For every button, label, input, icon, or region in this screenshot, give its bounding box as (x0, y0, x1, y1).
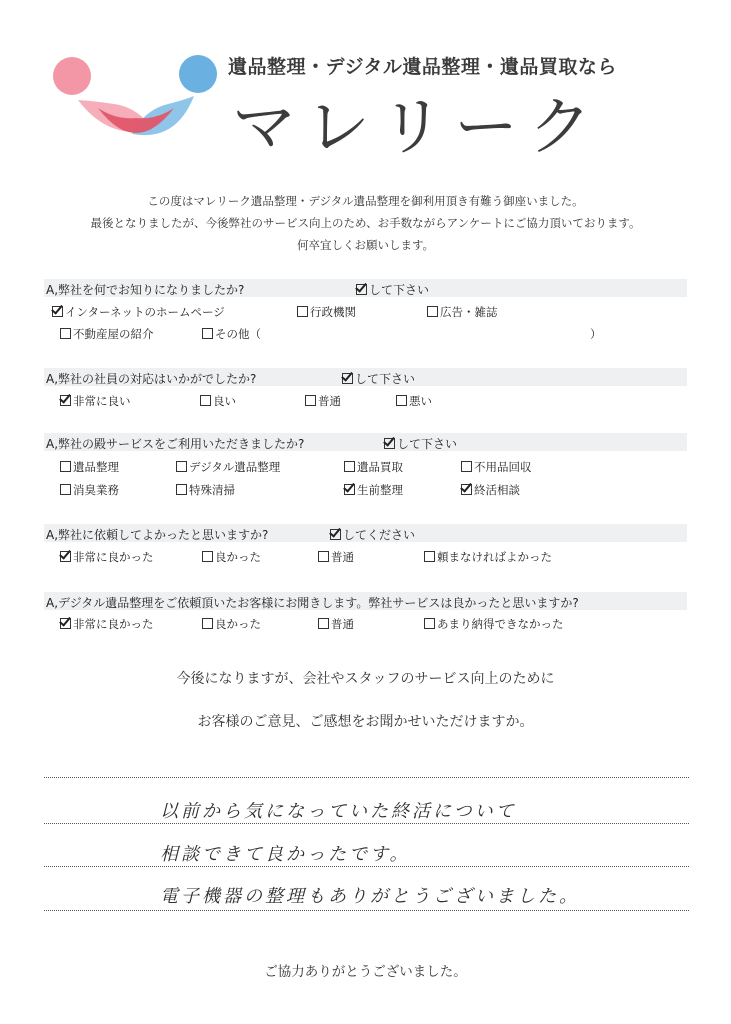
checkbox[interactable] (202, 328, 213, 339)
q5-option-very-good[interactable]: 非常に良かった (60, 616, 154, 632)
checkbox[interactable] (297, 306, 308, 317)
q5-option-good[interactable]: 良かった (202, 616, 261, 632)
checkbox[interactable] (427, 306, 438, 317)
checkbox-sample (356, 284, 367, 295)
question-1-instruction: して下さい (356, 281, 429, 298)
q3-option-special-cleaning[interactable]: 特殊清掃 (176, 482, 235, 498)
q2-option-good[interactable]: 良い (200, 393, 236, 409)
question-4: A,弊社に依頼してよかったと思いますか? (46, 528, 269, 542)
q3-option-pre-death-cleanup[interactable]: 生前整理 (344, 482, 403, 498)
checkbox[interactable] (344, 484, 355, 495)
checkbox[interactable] (60, 328, 71, 339)
checkbox[interactable] (202, 618, 213, 629)
q3-option-estate-cleanup[interactable]: 遺品整理 (60, 459, 119, 475)
q1-option-realestate[interactable]: 不動産屋の紹介 (60, 326, 154, 342)
q3-option-deodorizing[interactable]: 消臭業務 (60, 482, 119, 498)
checkbox-sample (330, 529, 341, 540)
checkbox[interactable] (60, 551, 71, 562)
checkbox-sample (384, 438, 395, 449)
q3-option-junk-removal[interactable]: 不用品回収 (461, 459, 532, 475)
q3-option-digital-cleanup[interactable]: デジタル遺品整理 (176, 459, 280, 475)
comment-line-3 (44, 866, 689, 867)
header-tagline: 遺品整理・デジタル遺品整理・遺品買取なら (228, 56, 617, 78)
closing-line-2: お客様のご意見、ご感想をお聞かせいただけますか。 (197, 714, 534, 730)
checkbox[interactable] (60, 618, 71, 629)
checkbox[interactable] (60, 395, 71, 406)
checkbox[interactable] (305, 395, 316, 406)
intro-line-3: 何卒宜しくお願いします。 (296, 238, 435, 252)
question-3-instruction: して下さい (384, 435, 457, 452)
checkbox[interactable] (461, 484, 472, 495)
q5-option-unsatisfied[interactable]: あまり納得できなかった (424, 616, 564, 632)
q1-option-government[interactable]: 行政機関 (297, 304, 356, 320)
question-4-instruction: してください (330, 526, 415, 543)
checkbox[interactable] (344, 461, 355, 472)
q2-option-bad[interactable]: 悪い (396, 393, 432, 409)
question-2-instruction: して下さい (342, 370, 415, 387)
q3-option-purchase[interactable]: 遺品買取 (344, 459, 403, 475)
q4-option-normal[interactable]: 普通 (318, 549, 354, 565)
intro-line-2: 最後となりましたが、今後弊社のサービス向上のため、お手数ながらアンケートにご協力頂いております。 (90, 216, 641, 230)
q1-option-other[interactable]: その他（ (202, 326, 261, 342)
q2-option-very-good[interactable]: 非常に良い (60, 393, 131, 409)
checkbox[interactable] (202, 551, 213, 562)
q4-option-regret[interactable]: 頼まなければよかった (424, 549, 552, 565)
checkbox[interactable] (424, 551, 435, 562)
comment-line-4 (44, 910, 689, 911)
company-logo (48, 52, 228, 152)
checkbox[interactable] (60, 461, 71, 472)
closing-line-1: 今後になりますが、会社やスタッフのサービス向上のために (176, 671, 555, 687)
checkbox-sample (342, 373, 353, 384)
q1-other-close: ） (590, 327, 602, 341)
checkbox[interactable] (52, 306, 63, 317)
question-5: A,デジタル遺品整理をご依頼頂いたお客様にお聞きします。弊社サービスは良かったと思いますか? (46, 596, 579, 610)
checkbox[interactable] (200, 395, 211, 406)
comment-line-2 (44, 823, 689, 824)
q4-option-good[interactable]: 良かった (202, 549, 261, 565)
q1-option-advertising[interactable]: 広告・雑誌 (427, 304, 498, 320)
checkbox[interactable] (60, 484, 71, 495)
q4-option-very-good[interactable]: 非常に良かった (60, 549, 154, 565)
question-2: A,弊社の社員の対応はいかがでしたか? (46, 372, 257, 386)
question-3: A,弊社の殿サービスをご利用いただきましたか? (46, 437, 305, 451)
handwritten-comment-2: 相談できて良かったです。 (160, 844, 411, 865)
question-1: A,弊社を何でお知りになりましたか? (46, 283, 245, 297)
checkbox[interactable] (461, 461, 472, 472)
checkbox[interactable] (318, 551, 329, 562)
checkbox[interactable] (318, 618, 329, 629)
checkbox[interactable] (396, 395, 407, 406)
handwritten-comment-3: 電子機器の整理もありがとうございました。 (160, 886, 580, 907)
checkbox[interactable] (424, 618, 435, 629)
brand-name: マレリーク (232, 91, 602, 165)
intro-line-1: この度はマレリーク遺品整理・デジタル遺品整理を御利用頂き有難う御座いました。 (147, 194, 584, 208)
q2-option-normal[interactable]: 普通 (305, 393, 341, 409)
q1-option-internet[interactable]: インターネットのホームページ (52, 304, 225, 320)
checkbox[interactable] (176, 461, 187, 472)
q3-option-end-of-life-consult[interactable]: 終活相談 (461, 482, 520, 498)
comment-line-1 (44, 777, 689, 778)
q5-option-normal[interactable]: 普通 (318, 616, 354, 632)
thanks-message: ご協力ありがとうございました。 (264, 964, 467, 980)
handwritten-comment-1: 以前から気になっていた終活について (160, 801, 517, 822)
checkbox[interactable] (176, 484, 187, 495)
